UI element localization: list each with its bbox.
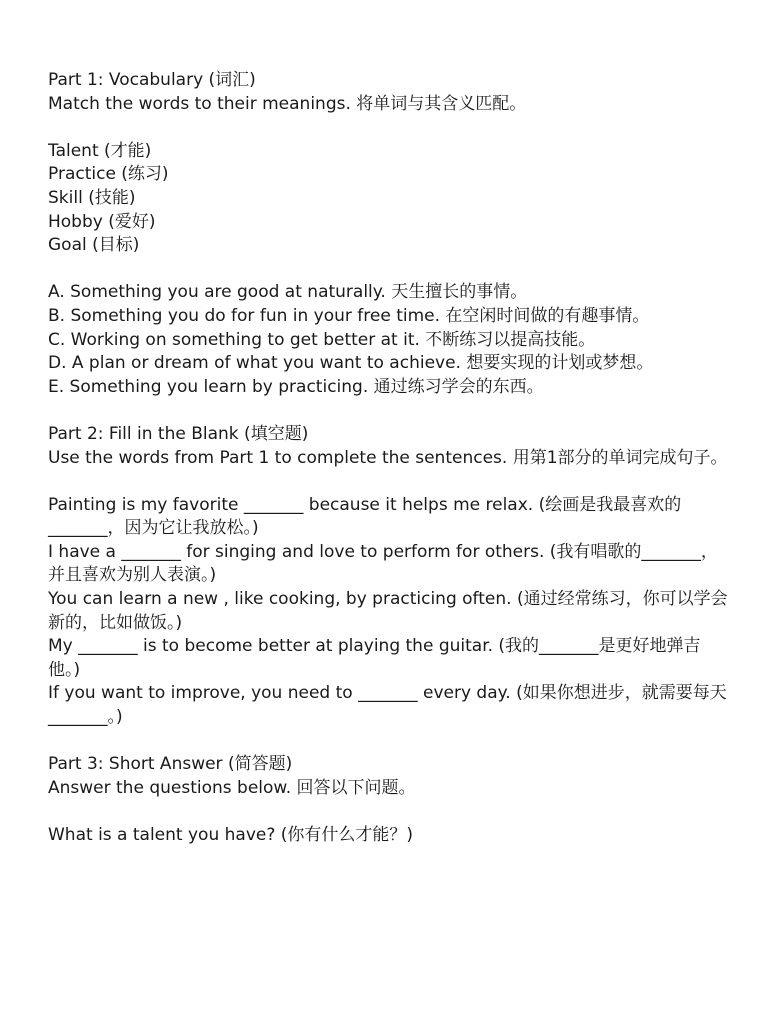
part2-heading: Part 2: Fill in the Blank (填空题)	[48, 423, 309, 444]
fill-blank-sentence: If you want to improve, you need to _______ every day. (如果你想进步，就需要每天_______。)	[48, 683, 727, 728]
worksheet	[48, 69, 728, 848]
spacer	[48, 730, 728, 754]
vocab-meaning: E. Something you learn by practicing. 通过练习学会的东西。	[48, 376, 544, 397]
vocab-word: Skill (技能)	[48, 187, 136, 208]
vocab-meaning: A. Something you are good at naturally. 天生擅长的事情。	[48, 282, 528, 303]
vocab-word: Talent (才能)	[48, 140, 152, 161]
spacer	[48, 258, 728, 282]
vocab-meaning: D. A plan or dream of what you want to achieve. 想要实现的计划或梦想。	[48, 353, 654, 374]
fill-blank-sentence: Painting is my favorite _______ because it helps me relax. (绘画是我最喜欢的_______，因为它让我放松。)	[48, 494, 682, 539]
spacer	[48, 399, 728, 423]
short-answer-question: What is a talent you have? (你有什么才能？)	[48, 825, 414, 845]
part3-instruction: Answer the questions below. 回答以下问题。	[48, 777, 416, 798]
vocab-meaning: C. Working on something to get better at it. 不断练习以提高技能。	[48, 329, 596, 350]
part2-instruction: Use the words from Part 1 to complete the sentences. 用第1部分的单词完成句子。	[48, 447, 728, 468]
fill-blank-sentence: My _______ is to become better at playing the guitar. (我的_______是更好地弹吉他。)	[48, 636, 701, 680]
fill-blank-sentence: You can learn a new , like cooking, by practicing often. (通过经常练习，你可以学会新的，比如做饭。)	[48, 589, 728, 633]
vocab-meaning: B. Something you do for fun in your free time. 在空闲时间做的有趣事情。	[48, 305, 650, 326]
vocab-word: Hobby (爱好)	[48, 211, 156, 232]
spacer	[48, 470, 728, 494]
spacer	[48, 116, 728, 140]
part1-heading: Part 1: Vocabulary (词汇)	[48, 70, 256, 90]
spacer	[48, 800, 728, 824]
vocab-word: Goal (目标)	[48, 235, 140, 256]
fill-blank-sentence: I have a _______ for singing and love to perform for others. (我有唱歌的_______，并且喜欢为别人表演。)	[48, 541, 718, 586]
part1-instruction: Match the words to their meanings. 将单词与其含义匹配。	[48, 93, 527, 114]
vocab-word: Practice (练习)	[48, 164, 169, 185]
part3-heading: Part 3: Short Answer (简答题)	[48, 754, 293, 775]
